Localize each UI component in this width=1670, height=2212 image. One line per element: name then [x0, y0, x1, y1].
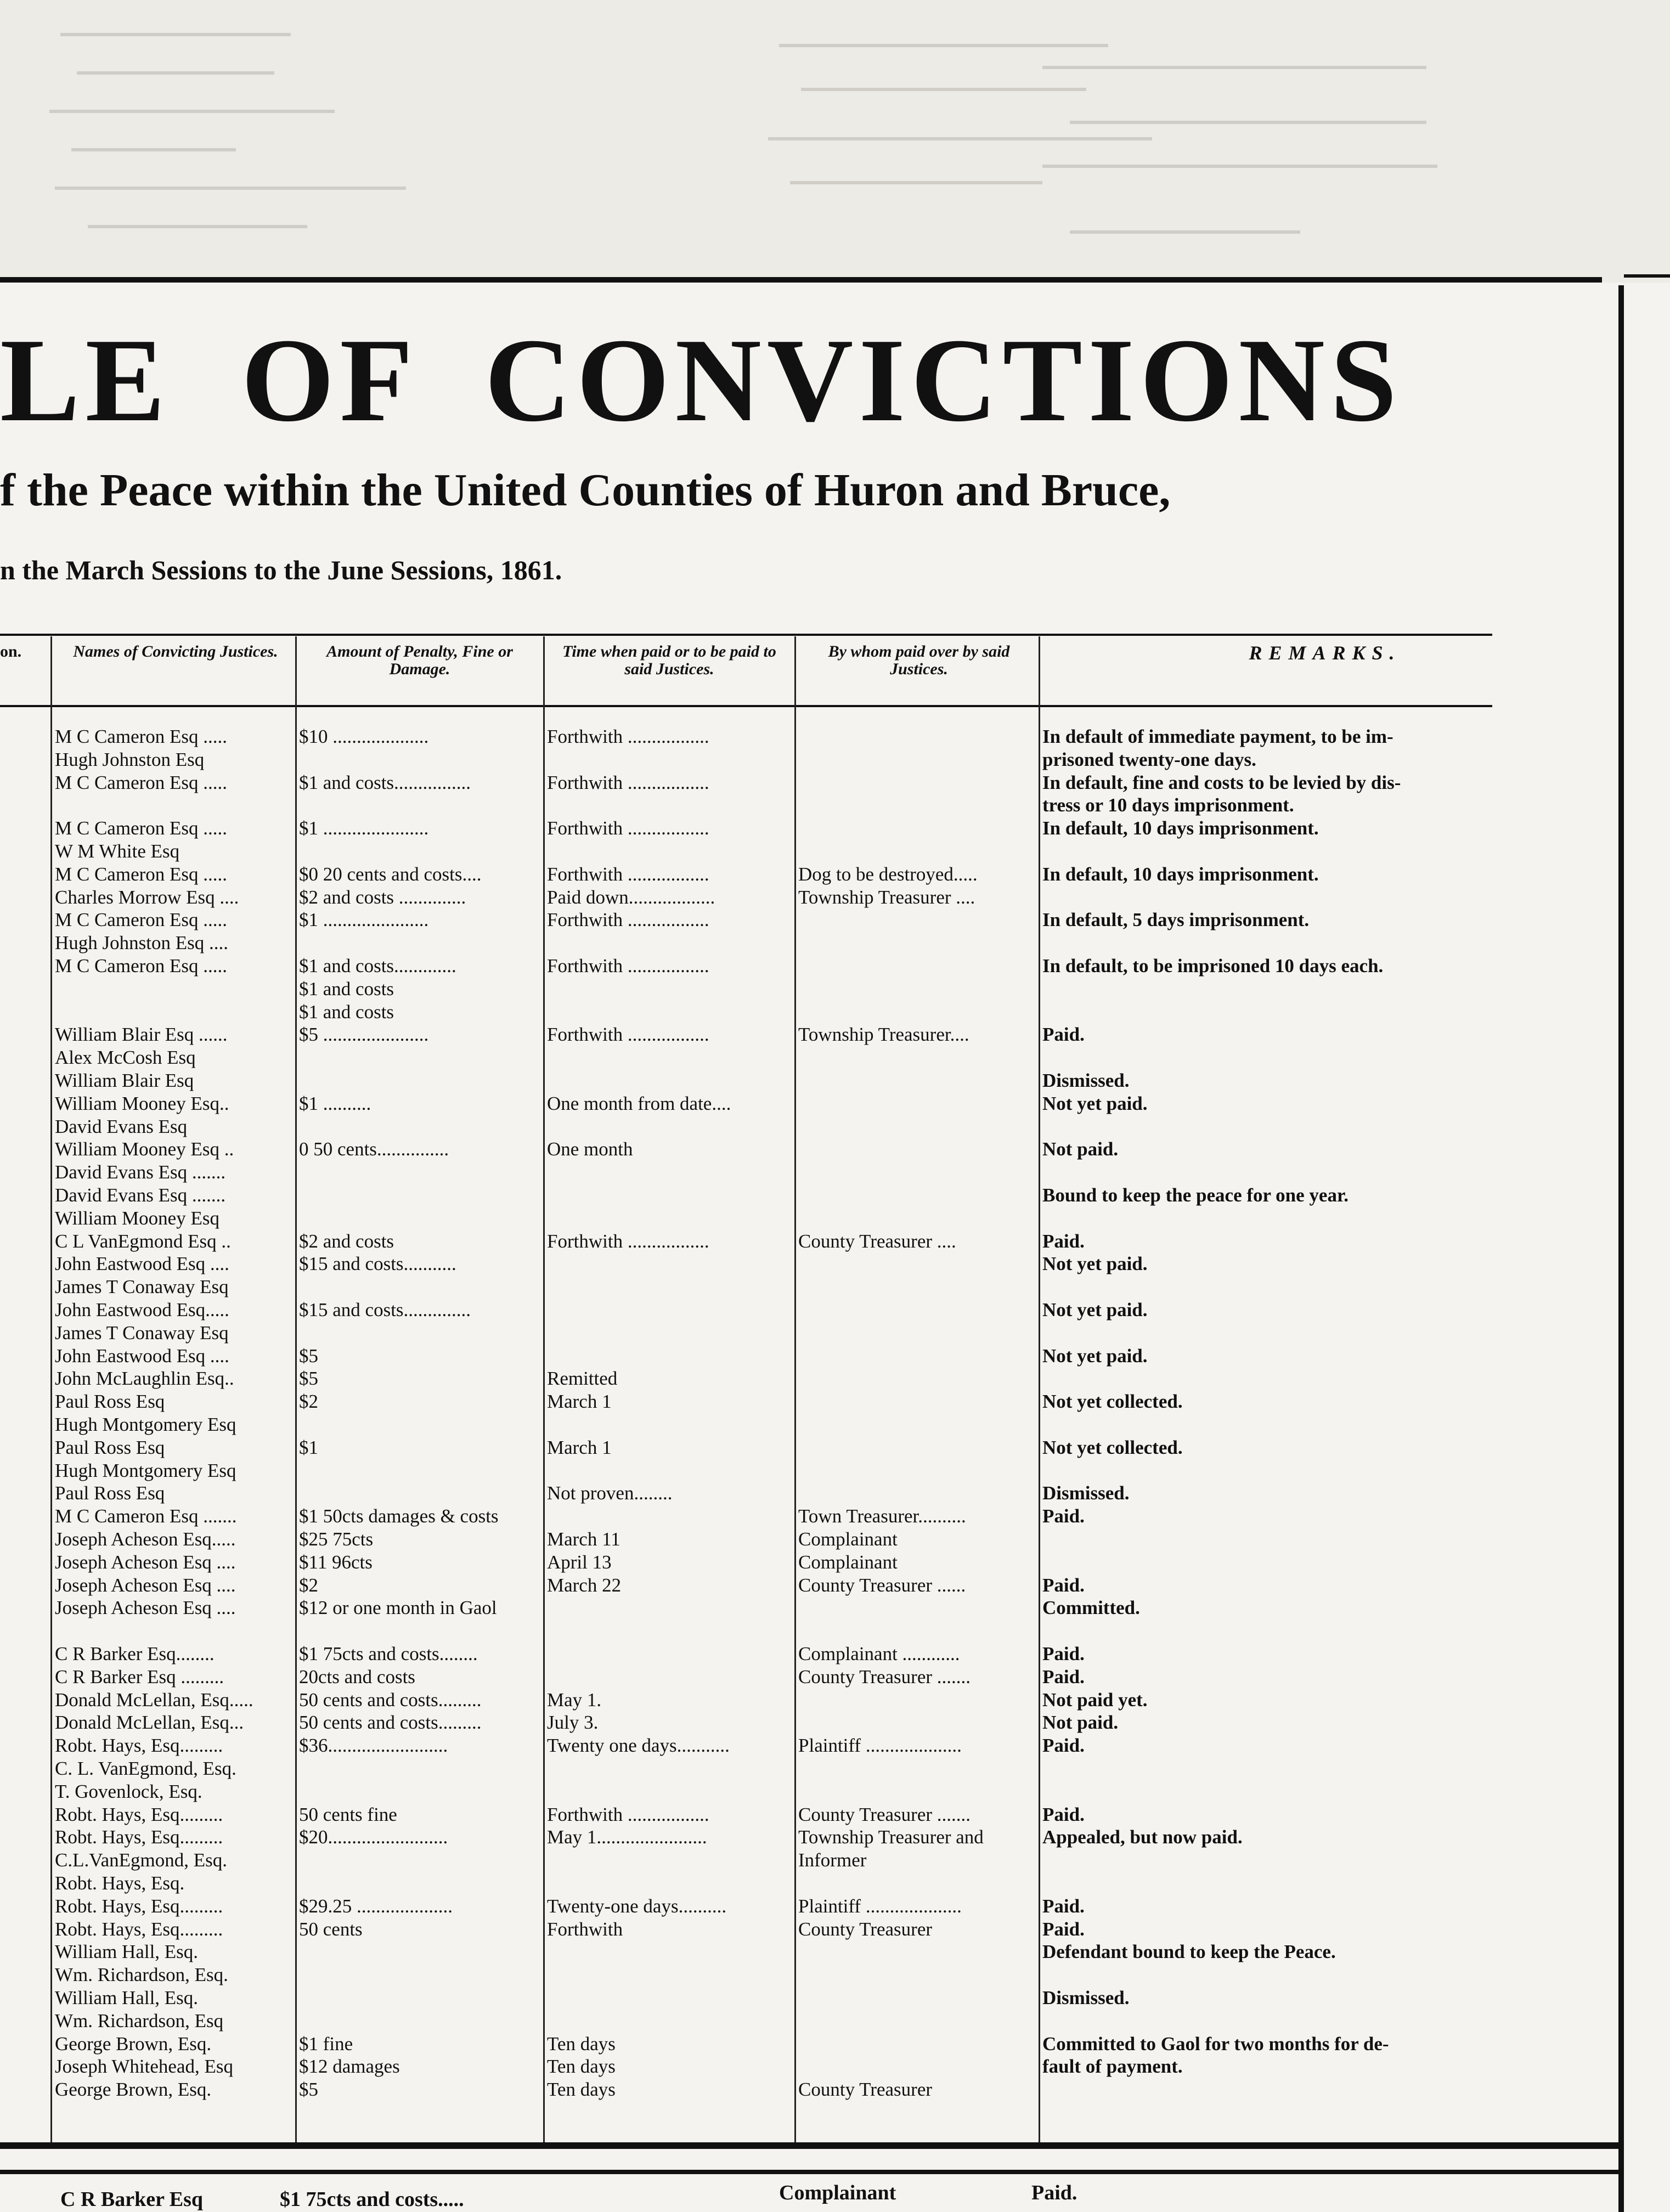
- cell-amount: $1 and costs: [299, 1001, 394, 1023]
- cell-justice: James T Conaway Esq: [55, 1276, 229, 1297]
- cell-justice: Joseph Acheson Esq ....: [55, 1597, 236, 1618]
- cell-justice: C L VanEgmond Esq ..: [55, 1231, 231, 1252]
- cell-amount: 50 cents and costs.........: [299, 1712, 482, 1733]
- cell-justice: John Eastwood Esq ....: [55, 1253, 229, 1274]
- cell-by: Complainant: [798, 1551, 898, 1573]
- cell-remarks: In default, 5 days imprisonment.: [1042, 909, 1310, 930]
- cell-remarks: Paid.: [1042, 1643, 1085, 1664]
- bottom-row-amount: $1 75cts and costs.....: [280, 2188, 464, 2211]
- cell-amount: $1 and costs.............: [299, 955, 456, 977]
- cell-remarks: Not paid yet.: [1042, 1689, 1148, 1711]
- cell-by: Complainant ............: [798, 1643, 960, 1664]
- cell-time: April 13: [547, 1551, 612, 1573]
- cell-justice: Wm. Richardson, Esq.: [55, 1964, 228, 1985]
- cell-remarks: Not yet paid.: [1042, 1093, 1148, 1114]
- cell-amount: $1: [299, 1437, 318, 1458]
- header-top-rule: [0, 634, 1492, 636]
- cell-amount: $1 and costs................: [299, 772, 471, 793]
- cell-remarks: In default of immediate payment, to be im-: [1042, 726, 1393, 747]
- cell-by: Town Treasurer..........: [798, 1505, 966, 1527]
- cell-by: Plaintiff ....................: [798, 1735, 962, 1756]
- cell-amount: 50 cents: [299, 1918, 363, 1940]
- cell-justice: C R Barker Esq .........: [55, 1666, 224, 1688]
- cell-amount: $2 and costs ..............: [299, 887, 466, 908]
- cell-justice: M C Cameron Esq .....: [55, 864, 228, 885]
- header-justices: Names of Convicting Justices.: [73, 642, 278, 661]
- cell-remarks: Paid.: [1042, 1804, 1085, 1825]
- cell-by: County Treasurer ....: [798, 1231, 956, 1252]
- cell-justice: Donald McLellan, Esq.....: [55, 1689, 253, 1711]
- page-title: LE OF CONVICTIONS: [0, 314, 1403, 447]
- cell-justice: David Evans Esq .......: [55, 1161, 226, 1183]
- cell-justice: C R Barker Esq........: [55, 1643, 215, 1664]
- cell-time: May 1.: [547, 1689, 602, 1711]
- cell-remarks: prisoned twenty-one days.: [1042, 749, 1256, 770]
- cell-by: County Treasurer: [798, 2079, 933, 2100]
- cell-justice: C.L.VanEgmond, Esq.: [55, 1849, 228, 1871]
- cell-remarks: Appealed, but now paid.: [1042, 1826, 1243, 1848]
- cell-time: Ten days: [547, 2079, 616, 2100]
- cell-amount: $1 50cts damages & costs: [299, 1505, 499, 1527]
- cell-time: Paid down..................: [547, 887, 715, 908]
- bleed-through-text: [0, 0, 1670, 274]
- cell-time: Forthwith .................: [547, 726, 709, 747]
- cell-by: County Treasurer: [798, 1918, 933, 1940]
- cell-amount: $1 ..........: [299, 1093, 371, 1114]
- cell-amount: $5: [299, 1345, 318, 1367]
- cell-justice: John Eastwood Esq.....: [55, 1299, 229, 1321]
- cell-by: County Treasurer ......: [798, 1575, 966, 1596]
- cell-remarks: Paid.: [1042, 1231, 1085, 1252]
- bottom-row-remarks: Paid.: [1031, 2181, 1077, 2204]
- header-remarks: REMARKS.: [1249, 642, 1401, 664]
- cell-amount: $1 fine: [299, 2033, 353, 2055]
- cell-justice: William Hall, Esq.: [55, 1987, 199, 2008]
- sessions-line: n the March Sessions to the June Sessions, 1861.: [0, 555, 562, 585]
- cell-remarks: Dismissed.: [1042, 1070, 1130, 1091]
- cell-justice: William Mooney Esq..: [55, 1093, 229, 1114]
- cell-time: Ten days: [547, 2033, 616, 2055]
- cell-time: Forthwith .................: [547, 1231, 709, 1252]
- cell-amount: $5 ......................: [299, 1024, 429, 1045]
- cell-time: Remitted: [547, 1368, 618, 1389]
- cell-time: May 1.......................: [547, 1826, 707, 1848]
- cell-remarks: Paid.: [1042, 1024, 1085, 1045]
- cell-amount: $1 and costs: [299, 978, 394, 1000]
- cell-justice: M C Cameron Esq .....: [55, 955, 228, 977]
- cell-amount: $1 ......................: [299, 817, 429, 839]
- cell-amount: 50 cents and costs.........: [299, 1689, 482, 1711]
- bottom-row-justice: C R Barker Esq: [60, 2188, 204, 2211]
- cell-by: Dog to be destroyed.....: [798, 864, 978, 885]
- cell-justice: C. L. VanEgmond, Esq.: [55, 1758, 236, 1779]
- cell-amount: $5: [299, 2079, 318, 2100]
- cell-amount: $15 and costs...........: [299, 1253, 456, 1274]
- cell-by: Township Treasurer ....: [798, 887, 975, 908]
- cell-remarks: Committed.: [1042, 1597, 1140, 1618]
- cell-justice: M C Cameron Esq .....: [55, 909, 228, 930]
- cell-justice: Robt. Hays, Esq.........: [55, 1804, 223, 1825]
- cell-remarks: Dismissed.: [1042, 1482, 1130, 1504]
- cell-justice: Charles Morrow Esq ....: [55, 887, 239, 908]
- cell-remarks: Defendant bound to keep the Peace.: [1042, 1941, 1336, 1962]
- cell-justice: Paul Ross Esq: [55, 1482, 165, 1504]
- cell-justice: Robt. Hays, Esq.........: [55, 1895, 223, 1917]
- cell-justice: Hugh Montgomery Esq: [55, 1414, 236, 1435]
- cell-justice: M C Cameron Esq .....: [55, 726, 228, 747]
- header-time: Time when paid or to be paid to said Justices.: [562, 642, 776, 678]
- cell-remarks: Paid.: [1042, 1505, 1085, 1527]
- cell-amount: $20.........................: [299, 1826, 448, 1848]
- header-amount: Amount of Penalty, Fine or Damage.: [326, 642, 513, 678]
- cell-remarks: Paid.: [1042, 1895, 1085, 1917]
- cell-justice: M C Cameron Esq .....: [55, 772, 228, 793]
- cell-justice: William Mooney Esq ..: [55, 1138, 234, 1160]
- cell-remarks: Not yet paid.: [1042, 1253, 1148, 1274]
- cell-by: County Treasurer .......: [798, 1804, 971, 1825]
- cell-justice: W M White Esq: [55, 840, 180, 862]
- cell-amount: $36.........................: [299, 1735, 448, 1756]
- bottom-band-rule: [0, 2170, 1618, 2174]
- cell-justice: George Brown, Esq.: [55, 2079, 212, 2100]
- cell-amount: 50 cents fine: [299, 1804, 397, 1825]
- cell-amount: $15 and costs..............: [299, 1299, 471, 1321]
- cell-time: March 22: [547, 1575, 622, 1596]
- cell-remarks: tress or 10 days imprisonment.: [1042, 794, 1294, 816]
- cell-amount: $1 75cts and costs........: [299, 1643, 478, 1664]
- cell-by: Plaintiff ....................: [798, 1895, 962, 1917]
- cell-justice: Donald McLellan, Esq...: [55, 1712, 244, 1733]
- cell-remarks: Not paid.: [1042, 1138, 1119, 1160]
- page-subtitle: f the Peace within the United Counties of Huron and Bruce,: [0, 465, 1171, 516]
- cell-justice: William Blair Esq: [55, 1070, 194, 1091]
- cell-amount: $2 and costs: [299, 1231, 394, 1252]
- cell-justice: James T Conaway Esq: [55, 1322, 229, 1344]
- bottom-row-by: Complainant: [779, 2181, 896, 2204]
- cell-time: July 3.: [547, 1712, 599, 1733]
- cell-justice: George Brown, Esq.: [55, 2033, 212, 2055]
- cell-justice: John McLaughlin Esq..: [55, 1368, 234, 1389]
- right-border-rule: [1618, 285, 1624, 2212]
- cell-justice: Wm. Richardson, Esq: [55, 2010, 224, 2032]
- cell-time: Forthwith .................: [547, 817, 709, 839]
- cell-by: County Treasurer .......: [798, 1666, 971, 1688]
- cell-amount: $0 20 cents and costs....: [299, 864, 482, 885]
- cell-amount: $11 96cts: [299, 1551, 373, 1573]
- cell-justice: Robt. Hays, Esq.: [55, 1872, 185, 1894]
- cell-time: Forthwith .................: [547, 955, 709, 977]
- cell-amount: $1 ......................: [299, 909, 429, 930]
- cell-by: Complainant: [798, 1528, 898, 1550]
- cell-time: Forthwith .................: [547, 1804, 709, 1825]
- cell-amount: $5: [299, 1368, 318, 1389]
- cell-amount: $2: [299, 1575, 318, 1596]
- column-rule-2: [295, 636, 297, 2142]
- cell-justice: Alex McCosh Esq: [55, 1047, 196, 1068]
- cell-justice: Joseph Acheson Esq ....: [55, 1551, 236, 1573]
- column-rule-4: [794, 636, 796, 2142]
- cell-justice: Paul Ross Esq: [55, 1437, 165, 1458]
- cell-remarks: Bound to keep the peace for one year.: [1042, 1184, 1349, 1206]
- cell-justice: T. Govenlock, Esq.: [55, 1781, 202, 1802]
- cell-remarks: In default, to be imprisoned 10 days each.: [1042, 955, 1384, 977]
- cell-justice: Robt. Hays, Esq.........: [55, 1918, 223, 1940]
- cell-justice: William Hall, Esq.: [55, 1941, 199, 1962]
- cell-amount: $12 damages: [299, 2056, 400, 2077]
- adjacent-page-strip: [0, 0, 1670, 283]
- cell-time: Forthwith .................: [547, 772, 709, 793]
- cell-remarks: Paid.: [1042, 1575, 1085, 1596]
- cell-justice: Hugh Montgomery Esq: [55, 1460, 236, 1481]
- header-by-whom: By whom paid over by said Justices.: [828, 642, 1010, 678]
- cell-justice: Joseph Whitehead, Esq: [55, 2056, 233, 2077]
- cell-remarks: Committed to Gaol for two months for de-: [1042, 2033, 1389, 2055]
- cell-remarks: In default, fine and costs to be levied by dis-: [1042, 772, 1401, 793]
- cell-amount: $25 75cts: [299, 1528, 374, 1550]
- cell-justice: William Blair Esq ......: [55, 1024, 228, 1045]
- cell-justice: Robt. Hays, Esq.........: [55, 1826, 223, 1848]
- cell-remarks: Not yet paid.: [1042, 1345, 1148, 1367]
- cell-remarks: fault of payment.: [1042, 2056, 1183, 2077]
- cell-justice: Hugh Johnston Esq ....: [55, 932, 228, 953]
- cell-remarks: Paid.: [1042, 1918, 1085, 1940]
- cell-amount: $29.25 ....................: [299, 1895, 453, 1917]
- cell-time: Ten days: [547, 2056, 616, 2077]
- cell-remarks: Not paid.: [1042, 1712, 1119, 1733]
- cell-justice: Robt. Hays, Esq.........: [55, 1735, 223, 1756]
- cell-justice: David Evans Esq: [55, 1116, 188, 1137]
- cell-amount: $12 or one month in Gaol: [299, 1597, 497, 1618]
- cell-justice: M C Cameron Esq .......: [55, 1505, 237, 1527]
- cell-justice: Hugh Johnston Esq: [55, 749, 205, 770]
- cell-time: Not proven........: [547, 1482, 673, 1504]
- cell-remarks: Paid.: [1042, 1666, 1085, 1688]
- cell-amount: $2: [299, 1391, 318, 1412]
- cell-amount: 0 50 cents...............: [299, 1138, 449, 1160]
- cell-time: One month: [547, 1138, 633, 1160]
- column-rule-3: [543, 636, 545, 2142]
- cell-remarks: Not yet paid.: [1042, 1299, 1148, 1321]
- cell-amount: 20cts and costs: [299, 1666, 415, 1688]
- cell-remarks: Not yet collected.: [1042, 1391, 1183, 1412]
- cell-time: Forthwith .................: [547, 864, 709, 885]
- cell-justice: Paul Ross Esq: [55, 1391, 165, 1412]
- cell-justice: John Eastwood Esq ....: [55, 1345, 229, 1367]
- cell-by: Township Treasurer and: [798, 1826, 984, 1848]
- cell-time: March 11: [547, 1528, 620, 1550]
- cell-time: Forthwith: [547, 1918, 623, 1940]
- cell-time: Forthwith .................: [547, 1024, 709, 1045]
- cell-time: One month from date....: [547, 1093, 731, 1114]
- cell-amount: $10 ....................: [299, 726, 429, 747]
- cell-justice: David Evans Esq .......: [55, 1184, 226, 1206]
- cell-remarks: Not yet collected.: [1042, 1437, 1183, 1458]
- cell-justice: William Mooney Esq: [55, 1207, 219, 1229]
- header-bottom-rule: [0, 705, 1492, 707]
- cell-remarks: Dismissed.: [1042, 1987, 1130, 2008]
- cell-by: Township Treasurer....: [798, 1024, 969, 1045]
- cell-remarks: In default, 10 days imprisonment.: [1042, 864, 1319, 885]
- cell-justice: Joseph Acheson Esq.....: [55, 1528, 236, 1550]
- cell-time: Twenty one days...........: [547, 1735, 730, 1756]
- cell-remarks: Paid.: [1042, 1735, 1085, 1756]
- cell-time: Twenty-one days..........: [547, 1895, 727, 1917]
- top-border-rule-right: [1624, 274, 1670, 278]
- top-border-rule: [0, 277, 1602, 283]
- cell-time: March 1: [547, 1391, 612, 1412]
- cell-remarks: In default, 10 days imprisonment.: [1042, 817, 1319, 839]
- cell-by: Informer: [798, 1849, 867, 1871]
- cell-justice: M C Cameron Esq .....: [55, 817, 228, 839]
- column-rule-5: [1039, 636, 1040, 2142]
- cell-justice: Joseph Acheson Esq ....: [55, 1575, 236, 1596]
- column-rule-1: [50, 636, 52, 2142]
- table-bottom-rule: [0, 2142, 1618, 2149]
- cell-time: March 1: [547, 1437, 612, 1458]
- cell-time: Forthwith .................: [547, 909, 709, 930]
- header-first-col-fragment: on.: [0, 642, 22, 661]
